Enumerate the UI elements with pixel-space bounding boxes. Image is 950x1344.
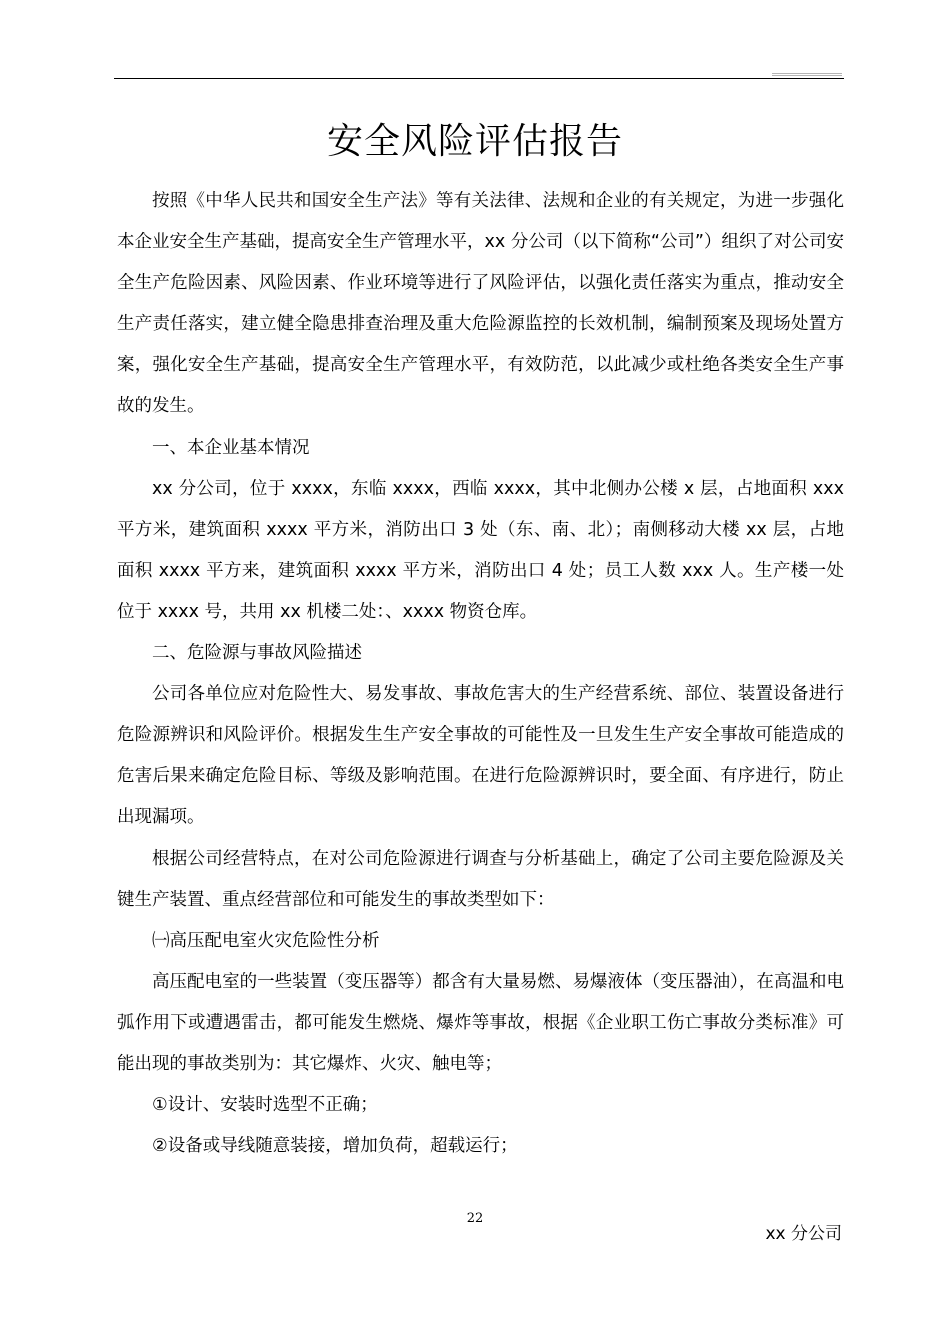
section-heading-hazards: 二、危险源与事故风险描述 [152,643,362,664]
footer-company-name: xx 分公司 [765,1224,842,1244]
switchroom-fire-paragraph: 高压配电室的一些装置（变压器等）都含有大量易燃、易爆液体（变压器油），在高温和电弧作用下或遭遇雷击，都可能发生燃烧、爆炸等事故，根据《企业职工伤亡事故分类标准》可能出现的事故类别为：其它爆炸、火灾、触电等； [117,971,844,1074]
list-item: ①设计、安装时选型不正确； [152,1095,378,1116]
header-mark-line [772,75,842,76]
hazard-identification-paragraph: 公司各单位应对危险性大、易发事故、事故危害大的生产经营系统、部位、装置设备进行危险源辨识和风险评价。根据发生生产安全事故的可能性及一旦发生生产安全事故可能造成的危害后果来确定危险目标、等级及影响范围。在进行危险源辨识时，要全面、有序进行，防止出现漏项。 [117,684,844,828]
subsection-heading-switchroom-fire: ㈠高压配电室火灾危险性分析 [152,930,380,951]
document-title: 安全风险评估报告 [326,121,623,162]
page-number: 22 [466,1211,484,1226]
header-mark-line [772,73,842,74]
basic-info-paragraph: xx 分公司，位于 xxxx，东临 xxxx，西临 xxxx，其中北侧办公楼 x 层，占地面积 xxx 平方米，建筑面积 xxxx 平方米，消防出口 3 处（东、南、北）；南侧移动大楼 xx 层，占地面积 xxxx 平方来，建筑面积 xxxx 平方米，消防出口 4 处；员工人数 xxx 人。生产楼一处位于 xxxx 号，共用 xx 机楼二处：、xxxx 物资仓库。 [117,478,844,622]
header-rule [114,78,844,79]
document-body [117,181,844,1167]
intro-paragraph: 按照《中华人民共和国安全生产法》等有关法律、法规和企业的有关规定，为进一步强化本企业安全生产基础，提高安全生产管理水平，xx 分公司（以下简称“公司”）组织了对公司安全生产危险因素、风险因素、作业环境等进行了风险评估，以强化责任落实为重点，推动安全生产责任落实，建立健全隐患排查治理及重大危险源监控的长效机制，编制预案及现场处置方案，强化安全生产基础，提高安全生产管理水平，有效防范，以此减少或杜绝各类安全生产事故的发生。 [117,191,844,417]
section-heading-basic-info: 一、本企业基本情况 [152,437,310,458]
list-item: ②设备或导线随意装接，增加负荷，超载运行； [152,1136,518,1157]
hazard-summary-paragraph: 根据公司经营特点，在对公司危险源进行调查与分析基础上，确定了公司主要危险源及关键生产装置、重点经营部位和可能发生的事故类型如下： [117,848,844,910]
